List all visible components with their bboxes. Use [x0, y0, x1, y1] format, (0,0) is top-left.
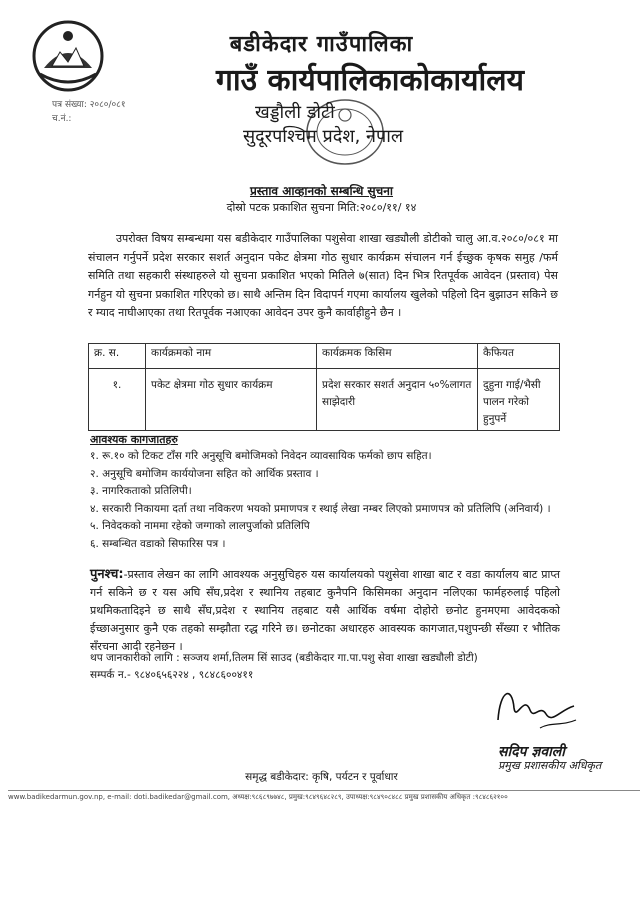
- postscript-label: पुनश्च:: [90, 567, 124, 582]
- header-cell-sn: क्र. स.: [89, 344, 146, 369]
- location-line-2: सुदूरपश्चिम प्रदेश, नेपाल: [243, 126, 404, 147]
- location-line-1: खड्डौली डोटी: [255, 102, 335, 123]
- reference-number: पत्र संख्या: २०८०/०८१: [52, 100, 126, 110]
- handwritten-signature: [490, 680, 580, 735]
- footer-contact-line: www.badikedarmun.gov.np, e-mail: doti.badikedar@gmail.com, अध्यक्ष:९८६८९७७४८, प्रमुख:९८४९६४८२८९, उपाध्यक्ष:९८४९०८४८८ प्रमुख प्रशासकीय अधिकृत :९८४८६२१००: [8, 790, 640, 802]
- list-item: ५. निवेदकको नाममा रहेको जग्गाको लालपुर्जाको प्रतिलिपि: [90, 520, 310, 532]
- cell-remarks: दुहुना गाई/भैसी पालन गरेको हुनुपर्ने: [478, 369, 560, 431]
- list-item: १. रू.१० को टिकट टाँस गरि अनुसूचि बमोजिमको निवेदन व्यावसायिक फर्मको छाप सहित।: [90, 450, 432, 462]
- notice-body: उपरोक्त विषय सम्बन्धमा यस बडीकेदार गाउँपालिका पशुसेवा शाखा खड्यौली डोटीको चालु आ.व.२०८०/०८१ मा संचालन गर्नुपर्ने प्रदेश सरकार सशर्त अनुदान पकेट क्षेत्रमा गोठ सुधार कार्यक्रम संचालन गर्न ईच्छुक कृषक समुह /फर्म समिति तथा सहकारी संस्थाहरुले यो सुचना प्रकाशित भएको मितिले ७(सात) दिन भित्र रितपूर्वक आवेदन (प्रस्ताव) पेस गर्नहुन यो सुचना प्रकाशित गरिएको छ। साथै अन्तिम दिन विदापर्न गएमा कार्यालय खुलेको पहिलो दिन बुझाउन सकिने छ र म्याद नाघीआएका तथा रितपूर्वक नआएका आवेदन उपर कुनै कार्वाहीहुने छैन ।: [88, 232, 558, 319]
- program-table: [88, 343, 560, 431]
- signatory-name: सदिप ज्ञवाली: [498, 744, 565, 760]
- postscript: [90, 566, 560, 656]
- cell-sn: १.: [89, 369, 146, 431]
- table-row: [89, 369, 560, 431]
- office-name: गाउँ कार्यपालिकाकोकार्यालय: [215, 63, 524, 98]
- header-cell-program: कार्यक्रमको नाम: [146, 344, 317, 369]
- list-item: ६. सम्बन्धित वडाको सिफारिस पत्र ।: [90, 537, 226, 550]
- dispatch-number: च.नं.:: [52, 114, 72, 124]
- contact-info: थप जानकारीको लागि : सञ्जय शर्मा,तिलम सिं साउद (बडीकेदार गा.पा.पशु सेवा शाखा खड्यौली डोटी): [90, 652, 478, 664]
- documents-title: आवश्यक कागजातहरु: [90, 433, 178, 446]
- list-item: २. अनुसूचि बमोजिम कार्ययोजना सहित को आर्थिक प्रस्ताव ।: [90, 467, 319, 480]
- municipality-name: बडीकेदार गाउँपालिका: [229, 32, 414, 57]
- notice-subject: प्रस्ताव आव्हानको सम्बन्धि सुचना: [249, 184, 394, 198]
- publish-date-line: दोस्रो पटक प्रकाशित सुचना मिति:२०८०/११/ १४: [226, 201, 417, 214]
- reference-block: [52, 98, 126, 126]
- header-cell-remarks: कैफियत: [478, 344, 560, 369]
- list-item: ४. सरकारी निकायमा दर्ता तथा नविकरण भयको प्रमाणपत्र र स्थाई लेखा नम्बर लिएको प्रमाणपत्र को प्रतिलिपि (अनिवार्य) ।: [90, 502, 551, 515]
- footer-slogan: समृद्ध बडीकेदार: कृषि, पर्यटन र पूर्वाधार: [245, 771, 398, 783]
- list-item: ३. नागरिकताको प्रतिलिपी।: [90, 485, 192, 497]
- signatory-title: प्रमुख प्रशासकीय अधिकृत: [498, 759, 602, 772]
- postscript-text: -प्रस्ताव लेखन का लागि आवश्यक अनुसुचिहरु यस कार्यालयको पशुसेवा शाखा बाट र वडा कार्यालय बाट प्राप्त गर्न सकिने छ र यस अघि सँघ,प्रदेश र स्थानिय तहबाट कुनैपनि किसिमका अनुदान नलिएका फार्महरुलाई पहिलो प्रथमिकतादिइने छ साथै सँघ,प्रदेश र स्थानिय तहबाट यसै आर्थिक वर्षमा दोहोरो छनोट हुनमएमा आवेदकको ईच्छाअनुसार कुनै एक तहको सम्झौता रद्ध गरिने छ। छनोटका अधारहरु आवस्यक कागजात,पशुपन्छी सँख्या र भौतिक सँरचना आदी रहनेछन ।: [90, 568, 560, 653]
- header-cell-type: कार्यक्रमक किसिम: [317, 344, 478, 369]
- documents-list: [90, 448, 560, 553]
- contact-block: [90, 650, 560, 684]
- cell-type: प्रदेश सरकार सशर्त अनुदान ५०%लागत साझेदारी: [317, 369, 478, 431]
- cell-program: पकेट क्षेत्रमा गोठ सुधार कार्यक्रम: [146, 369, 317, 431]
- table-header-row: [89, 344, 560, 369]
- contact-phone: सम्पर्क न.- ९८४०६५६२२४ , ९८४८६००४११: [90, 669, 254, 681]
